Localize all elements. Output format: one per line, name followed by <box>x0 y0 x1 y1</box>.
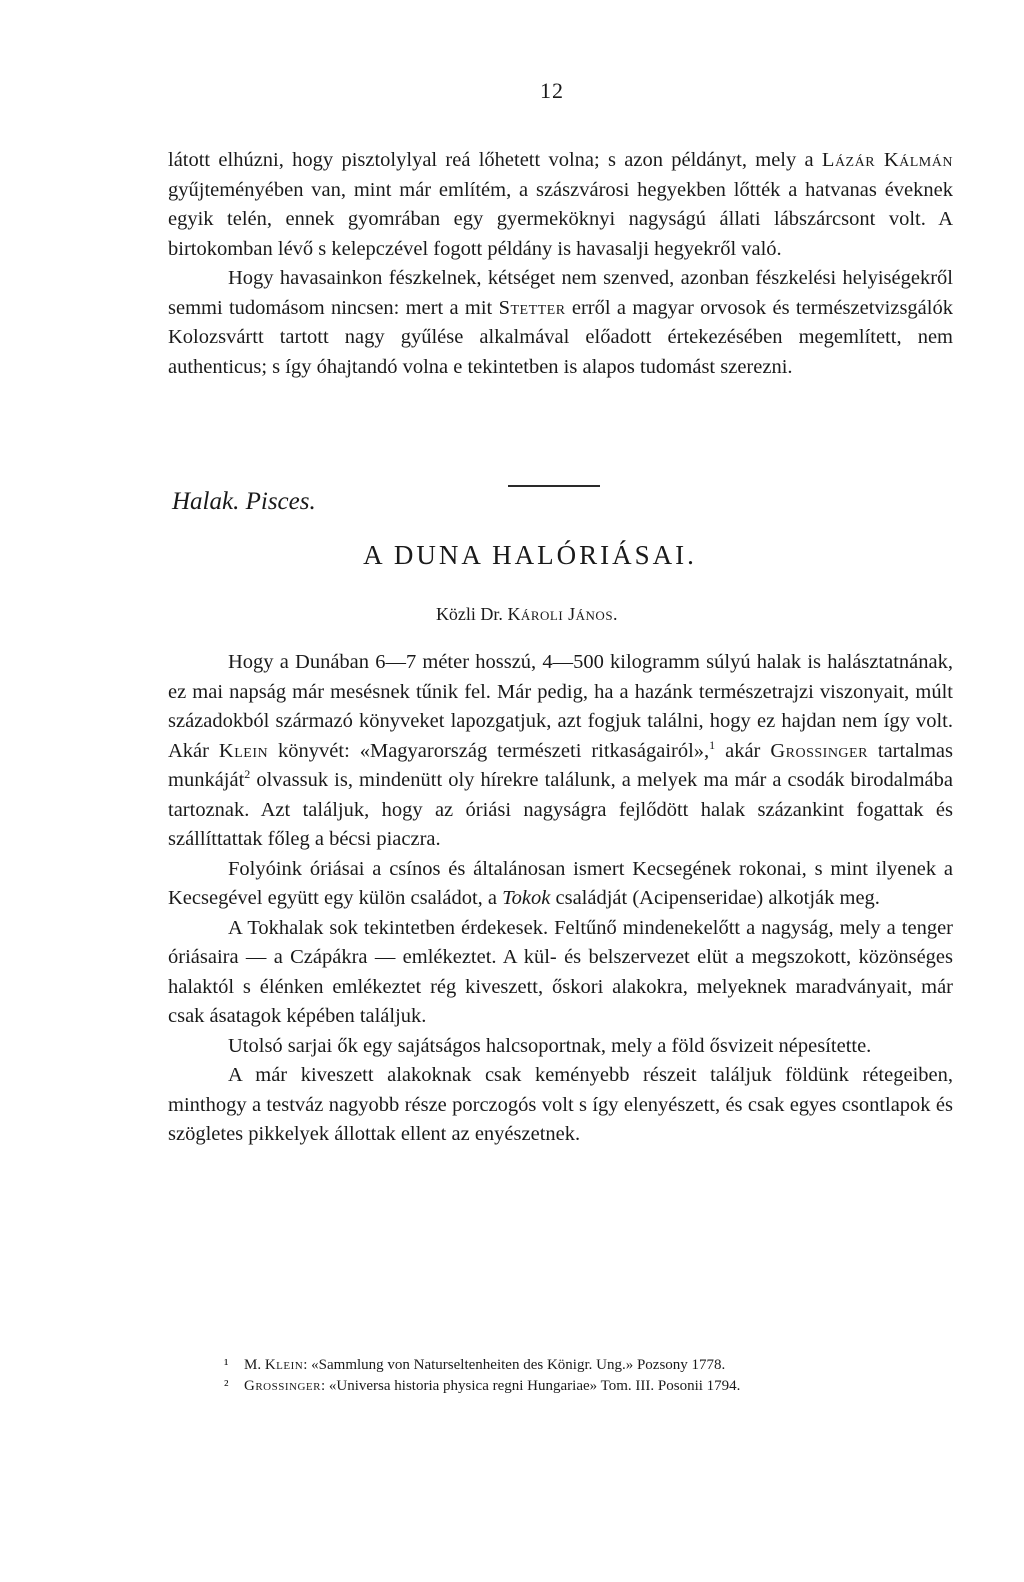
person-name: Stetter <box>498 296 566 319</box>
person-name: Klein <box>218 739 269 762</box>
italic-term: Tokok <box>502 887 551 909</box>
author-line: Közli Dr. Károli János. <box>435 604 619 624</box>
paragraph: A már kiveszett alakoknak csak keményebb részeit találjuk földünk rétegeiben, minthogy a testváz nagyobb része porczogós volt s így elenyészett, és csak egyes csontlapok és szögletes pikkelyek állottak ellent az enyészetnek. <box>168 1064 953 1145</box>
footnote-mark: ¹ <box>224 1357 229 1373</box>
article-body <box>168 648 953 1150</box>
paragraph: Hogy havasainkon fészkelnek, kétséget nem szenved, azonban fészkelési helyiségekről semmi tudomásom nincsen: mert a mit Stetter erről a magyar orvosok és természetvizsgálók Kolozsvártt tartott nagy gyűlése alkalmával előadott értekezésében megemlített, nem authenticus; s így óhajtandó volna e tekintetben is alapos tudomást szerezni. <box>168 267 953 378</box>
person-name: Lázár Kálmán <box>821 149 953 171</box>
paragraph: látott elhúzni, hogy pisztolylyal reá lőhetett volna; s azon példányt, mely a Lázár Kálmán gyűjteményében van, mint már említém, a szászvárosi hegyekben lőtték a hatvanas éveknek egyik telén, ennek gyomrában egy gyermeköknyi nagyságú állati lábszárcsont volt. A birtokomban lévő s kelepczével fogott példány is havasalji hegyekről való. <box>168 149 953 260</box>
continued-text-block <box>168 146 953 382</box>
article-title: A DUNA HALÓRIÁSAI. <box>363 540 697 570</box>
section-category: Halak. Pisces. <box>172 488 316 515</box>
paragraph: Folyóink óriásai a csínos és általánosan ismert Kecsegének rokonai, s mint ilyenek a Kecsegével együtt egy külön családot, a Tokok családját (Acipenseridae) alkotják meg. <box>168 857 953 909</box>
footnote-ref: 2 <box>244 767 251 782</box>
paragraph: A Tokhalak sok tekintetben érdekesek. Feltűnő mindenekelőtt a nagyság, mely a tenger óriásaira — a Czápákra — emlékeztet. A kül- és belszervezet elüt a megszokott, közönséges halaktól s élénken emlékeztet rég kiveszett, őskori alakokra, melyeknek maradványait, már csak ásatagok képében találjuk. <box>168 916 953 1027</box>
footnote-ref: 1 <box>709 737 716 752</box>
paragraph: Hogy a Dunában 6—7 méter hosszú, 4—500 kilogramm súlyú halak is halásztatnának, ez mai napság már mesésnek tűnik fel. Már pedig, ha a hazánk természetrajzi viszonyait, múlt századokból származó könyveket lapozgatjuk, azt fogjuk találni, hogy ez hajdan nem így volt. Akár Klein könyvét: «Magyarország természeti ritkaságairól»,$^1$ akár Grossinger tartalmas munkáját$^2$ olvassuk is, mindenütt oly hírekre találunk, a melyek ma már a csodák birodalmába tartoznak. Azt találjuk, hogy az óriási nagyságra fejlődött halak százankint fogattak és szállíttattak főleg a bécsi piaczra. <box>168 651 954 850</box>
person-name: Klein <box>264 1357 304 1373</box>
footnotes <box>224 1355 944 1397</box>
person-name: Grossinger <box>770 739 868 762</box>
person-name: Grossinger <box>244 1378 321 1394</box>
footnote: ¹ M. Klein: «Sammlung von Naturseltenheiten des Königr. Ung.» Pozsony 1778. <box>224 1355 944 1376</box>
page-number: 12 <box>540 78 564 103</box>
paragraph: Utolsó sarjai ők egy sajátságos halcsoportnak, mely a föld ősvizeit népesítette. <box>228 1034 872 1057</box>
author-name: Károli János. <box>507 604 619 624</box>
section-divider <box>508 485 600 487</box>
footnote: ² Grossinger: «Universa historia physica regni Hungariae» Tom. III. Posonii 1794. <box>224 1376 944 1397</box>
footnote-mark: ² <box>224 1378 229 1394</box>
